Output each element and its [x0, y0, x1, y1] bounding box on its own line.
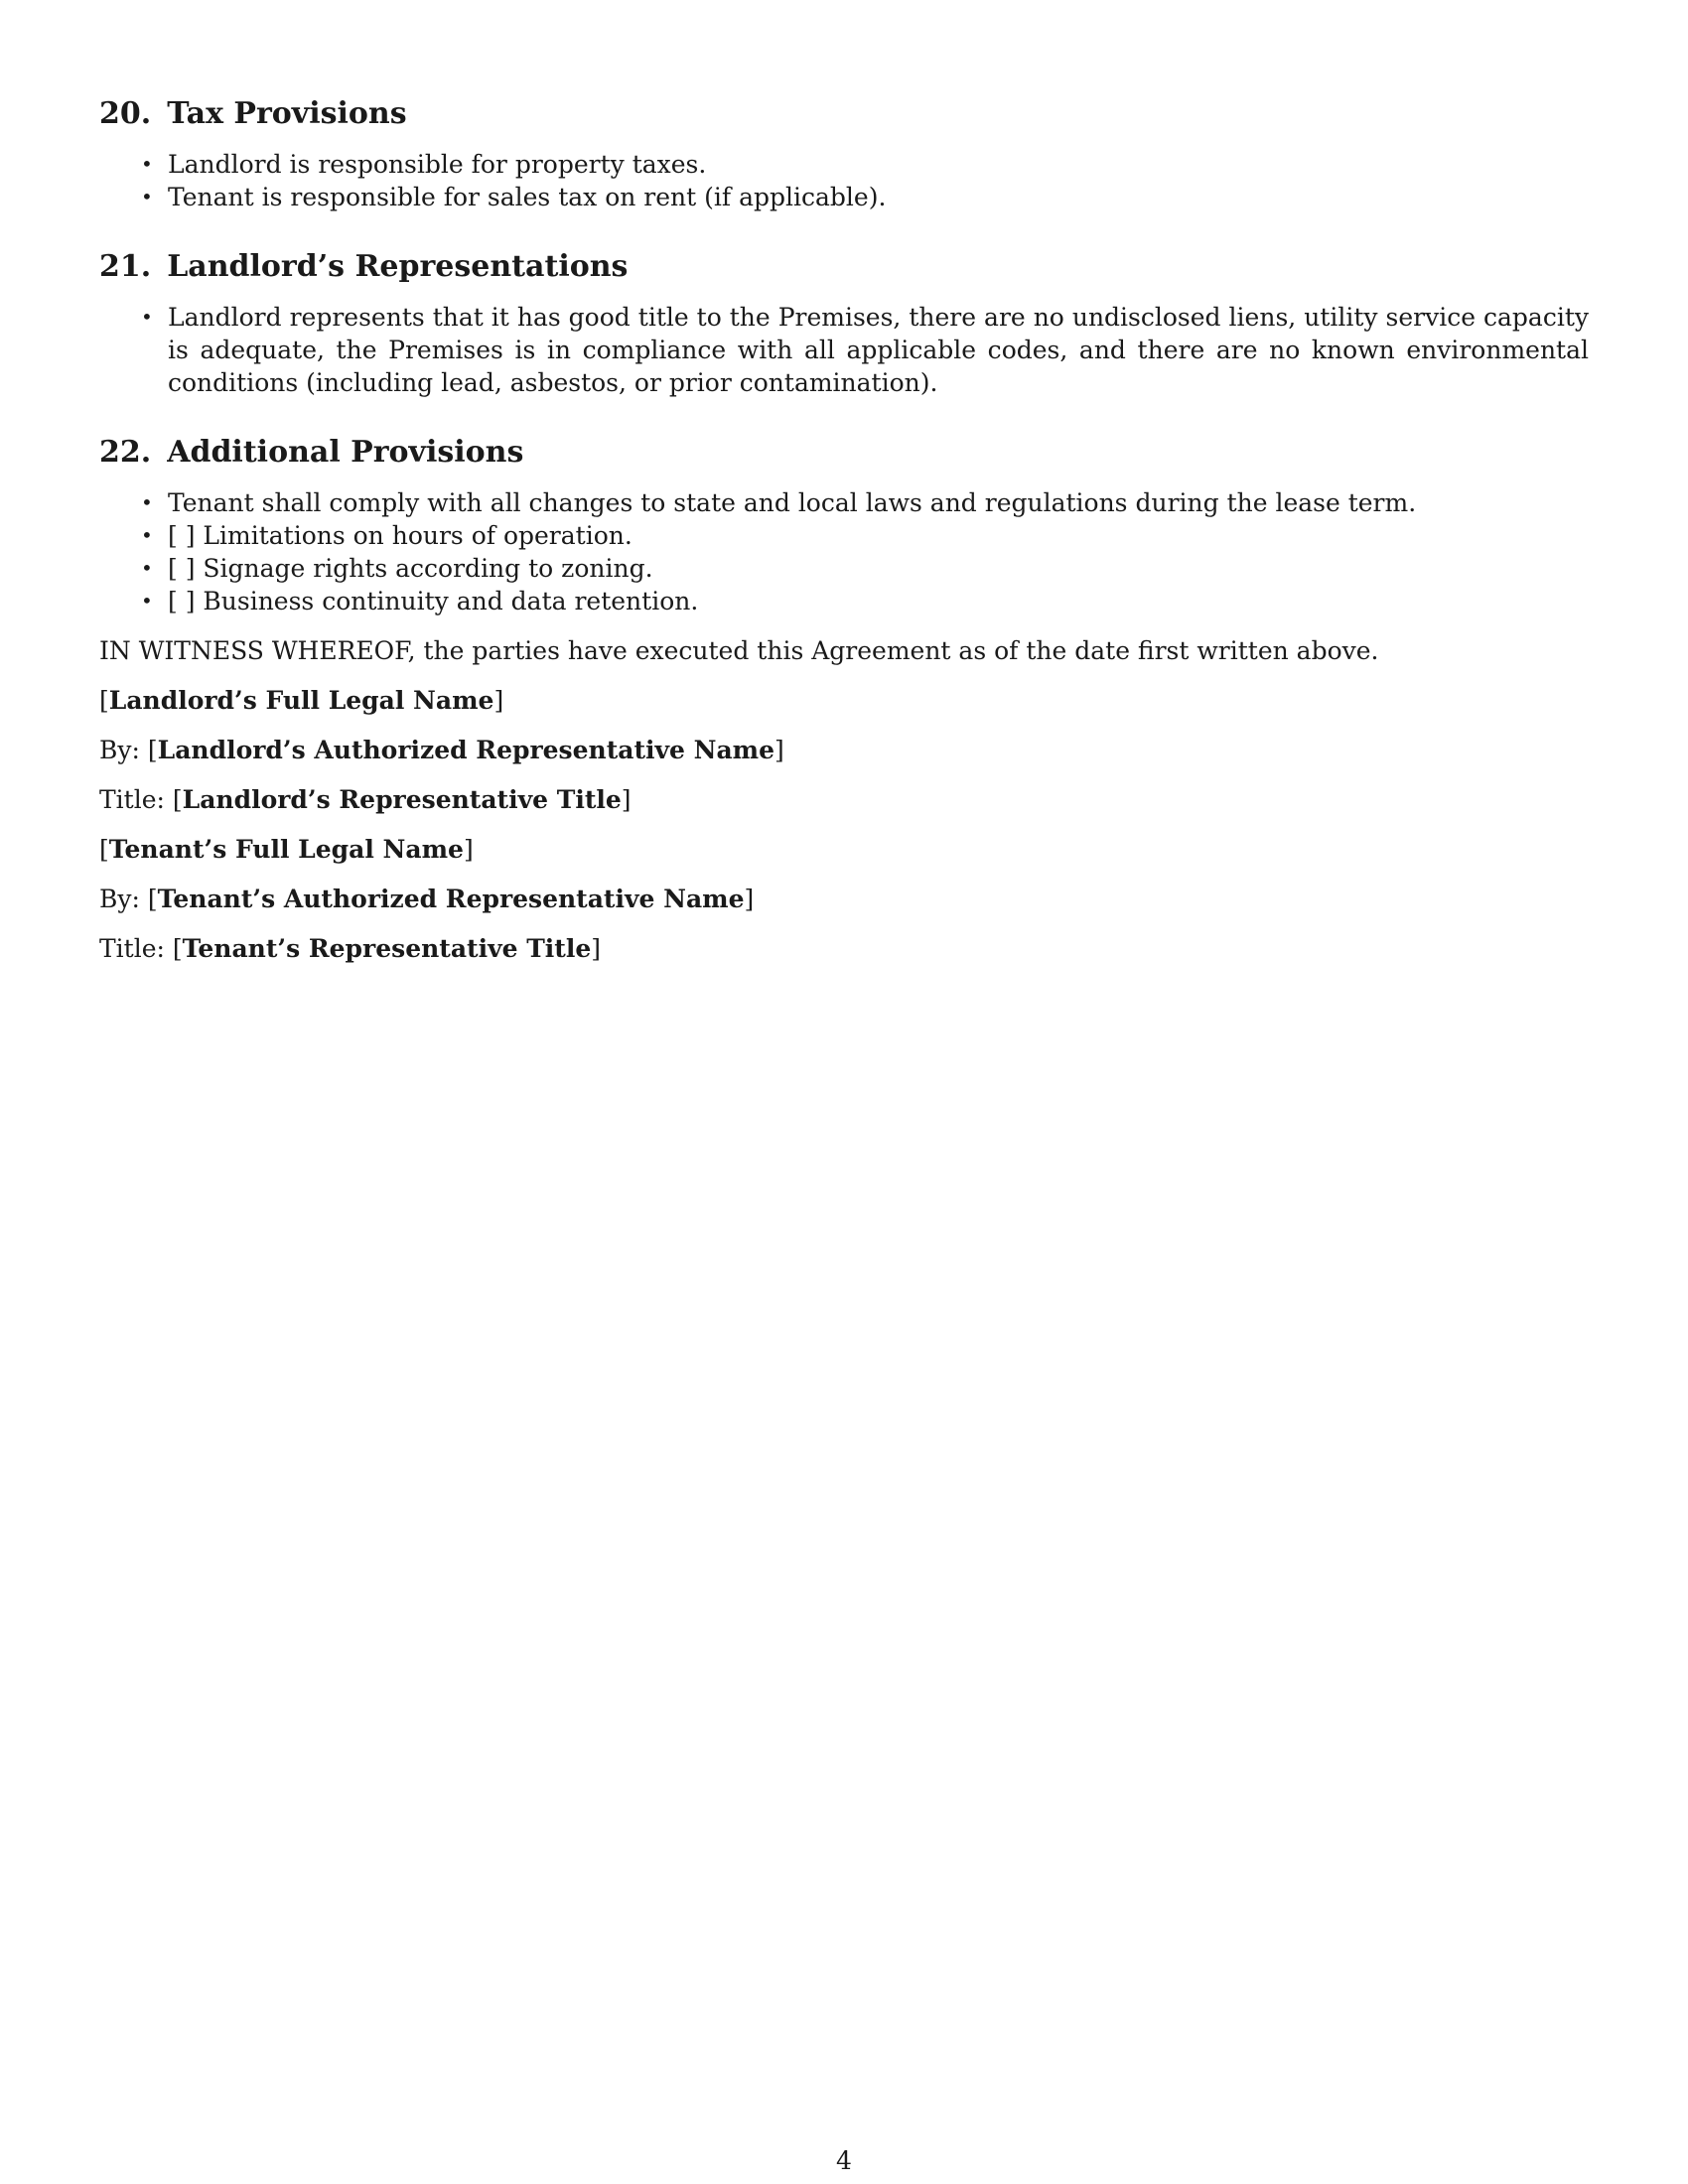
landlord-representative-title: Landlord’s Representative Title [182, 785, 622, 814]
bullet-icon: • [141, 523, 153, 547]
section-number: 21. [99, 249, 152, 284]
section-number: 22. [99, 435, 152, 470]
title-label: Title: [99, 785, 165, 814]
by-label: By: [99, 885, 140, 913]
bullet-icon: • [141, 490, 153, 514]
list-item-text: Landlord represents that it has good title to the Premises, there are no undisclosed liens, utility service capacity is adequate, the Premises is in compliance with all applicable codes, and there are no known environmental conditions (including lead, asbestos, or prior contamination). [168, 303, 1589, 397]
bullet-list [99, 486, 1589, 617]
landlord-representative-name: Landlord’s Authorized Representative Name [157, 736, 775, 764]
bullet-icon: • [141, 152, 153, 176]
section-heading [99, 247, 1589, 287]
tenant-title-line [99, 932, 1589, 965]
list-item [99, 519, 1589, 552]
list-item-text: [ ] Signage rights according to zoning. [168, 554, 653, 583]
bullet-list [99, 301, 1589, 399]
landlord-title-line [99, 783, 1589, 816]
section-additional-provisions [99, 433, 1589, 617]
list-item-text: Landlord is responsible for property taxes. [168, 150, 707, 179]
witness-statement: IN WITNESS WHEREOF, the parties have executed this Agreement as of the date first written above. [99, 636, 1379, 665]
close-bracket: ] [591, 934, 602, 963]
open-bracket: [ [172, 934, 183, 963]
open-bracket: [ [99, 835, 109, 864]
section-title: Tax Provisions [167, 96, 407, 131]
landlord-name: Landlord’s Full Legal Name [108, 686, 494, 715]
bullet-icon: • [141, 305, 153, 329]
list-item-text: [ ] Limitations on hours of operation. [168, 521, 633, 550]
bullet-icon: • [141, 556, 153, 580]
tenant-representative-title: Tenant’s Representative Title [182, 934, 592, 963]
section-landlord-representations [99, 247, 1589, 399]
by-label: By: [99, 736, 140, 764]
page-number: 4 [836, 2146, 852, 2175]
bullet-list [99, 148, 1589, 213]
section-heading [99, 94, 1589, 134]
bullet-icon: • [141, 589, 153, 613]
landlord-by-line [99, 734, 1589, 766]
bullet-icon: • [141, 185, 153, 208]
open-bracket: [ [147, 885, 158, 913]
section-title: Landlord’s Representations [167, 249, 629, 284]
list-item [99, 486, 1589, 519]
open-bracket: [ [99, 686, 109, 715]
close-bracket: ] [463, 835, 474, 864]
section-title: Additional Provisions [167, 435, 524, 470]
title-label: Title: [99, 934, 165, 963]
section-number: 20. [99, 96, 152, 131]
tenant-by-line [99, 883, 1589, 915]
list-item-text: Tenant is responsible for sales tax on rent (if applicable). [168, 183, 887, 211]
list-item-text: Tenant shall comply with all changes to state and local laws and regulations during the lease term. [168, 488, 1417, 517]
list-item [99, 585, 1589, 617]
tenant-representative-name: Tenant’s Authorized Representative Name [157, 885, 745, 913]
close-bracket: ] [493, 686, 504, 715]
section-heading [99, 433, 1589, 473]
close-bracket: ] [621, 785, 632, 814]
close-bracket: ] [774, 736, 784, 764]
open-bracket: [ [147, 736, 158, 764]
list-item [99, 301, 1589, 399]
tenant-name: Tenant’s Full Legal Name [108, 835, 464, 864]
list-item [99, 148, 1589, 181]
list-item [99, 181, 1589, 213]
section-tax-provisions [99, 94, 1589, 213]
tenant-name-line [99, 833, 1589, 866]
open-bracket: [ [172, 785, 183, 814]
list-item-text: [ ] Business continuity and data retention. [168, 587, 699, 615]
landlord-name-line [99, 684, 1589, 717]
document-page [99, 94, 1589, 982]
close-bracket: ] [744, 885, 755, 913]
list-item [99, 552, 1589, 585]
